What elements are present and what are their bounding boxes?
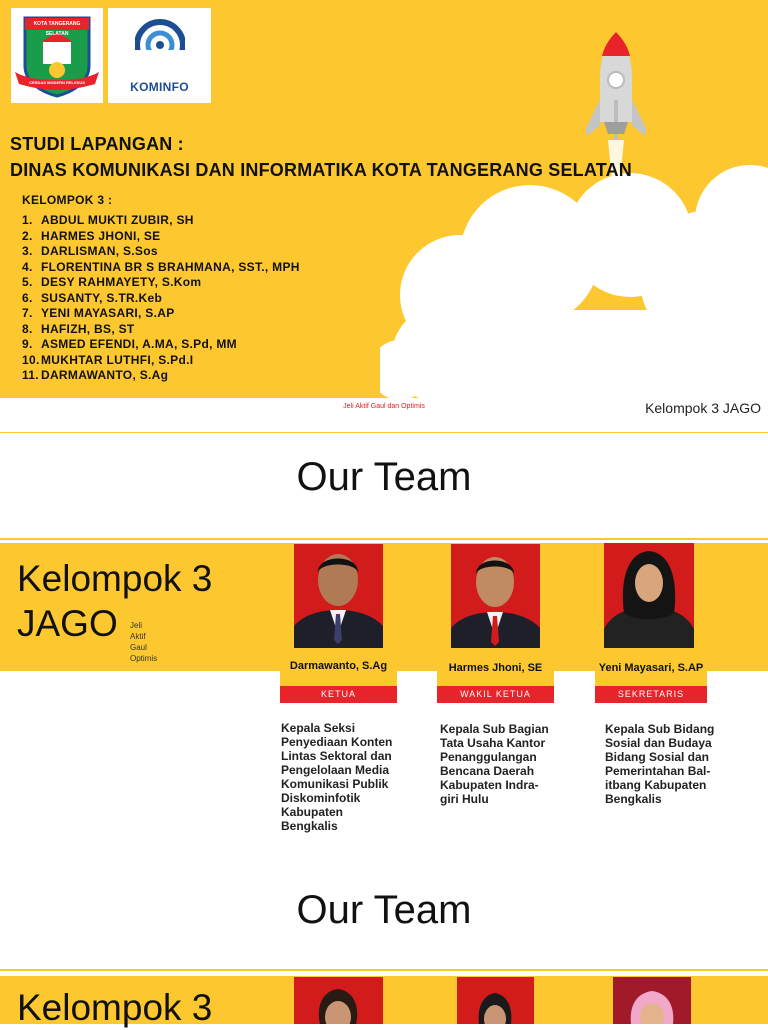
kominfo-logo [108, 8, 211, 103]
member-number: 8. [22, 321, 33, 336]
kominfo-emblem-icon [135, 14, 185, 76]
slide-title-line-2: DINAS KOMUNIKASI DAN INFORMATIKA KOTA TANGERANG SELATAN [10, 160, 632, 180]
description-line: Pengelolaan Media [281, 763, 390, 777]
member-name-box: Harmes Jhoni, SE [437, 648, 554, 686]
member-photo [451, 544, 540, 648]
member-number: 1. [22, 213, 33, 227]
member-name: DARMAWANTO, S.Ag [41, 368, 169, 382]
description-line: Lintas Sektoral dan [281, 749, 392, 763]
description-line: Bengkalis [605, 792, 662, 806]
member-name: DARLISMAN, S.Sos [41, 244, 158, 258]
team-band-subtitle: JAGO [17, 603, 118, 644]
member-description [605, 722, 725, 806]
member-name: YENI MAYASARI, S.AP [41, 306, 175, 320]
description-line: Pemerintahan Bal- [605, 764, 711, 778]
description-line: giri Hulu [440, 792, 489, 806]
acronym-word: Optimis [130, 654, 158, 663]
section-title: Our Team [296, 888, 472, 932]
role-badge: SEKRETARIS [595, 686, 707, 703]
description-line: Bengkalis [281, 819, 338, 833]
description-line: Kepala Seksi [281, 721, 356, 735]
acronym-word: Aktif [130, 632, 146, 641]
person-icon [604, 543, 694, 648]
member-description [281, 721, 401, 833]
list-item [22, 337, 300, 353]
acronym-word: Jeli [130, 621, 143, 630]
member-number: 2. [22, 228, 33, 243]
tangsel-logo [11, 8, 103, 103]
member-name-box: Yeni Mayasari, S.AP [595, 648, 707, 686]
tagline: Jeli Aktif Gaul dan Optimis [343, 403, 425, 410]
cloud-illustration [380, 160, 768, 398]
member-number: 7. [22, 306, 33, 320]
description-line: Komunikasi Publik [281, 777, 389, 791]
role-badge: KETUA [280, 686, 397, 703]
member-photo [294, 977, 383, 1024]
person-icon [294, 977, 383, 1024]
member-number: 4. [22, 259, 33, 274]
member-name: SUSANTY, S.TR.Keb [41, 290, 163, 305]
member-name: HARMES JHONI, SE [41, 228, 161, 243]
rocket-icon [580, 30, 652, 180]
list-item [22, 213, 300, 229]
description-line: Diskominfotik [281, 791, 361, 805]
team-band-title: Kelompok 3 [17, 987, 213, 1028]
list-item [22, 275, 300, 291]
description-line: Tata Usaha Kantor [440, 736, 546, 750]
member-name-box: Darmawanto, S.Ag [280, 648, 397, 686]
description-line: itbang Kabupaten [605, 778, 707, 792]
title-slide [0, 0, 768, 398]
acronym-word: Gaul [130, 643, 147, 652]
member-name: ABDUL MUKTI ZUBIR, SH [41, 213, 194, 227]
description-line: Bencana Daerah [440, 764, 535, 778]
team-band-title: Kelompok 3 [17, 558, 213, 599]
description-line: Sosial dan Budaya [605, 736, 712, 750]
person-icon [451, 544, 540, 648]
member-photo [613, 977, 691, 1024]
member-name: FLORENTINA BR S BRAHMANA, SST., MPH [41, 259, 300, 274]
description-line: Kepala Sub Bidang [605, 722, 715, 736]
list-item [22, 306, 300, 322]
member-number: 11. [22, 368, 39, 382]
person-icon [457, 977, 534, 1024]
description-line: Bidang Sosial dan [605, 750, 710, 764]
member-photo [294, 544, 383, 648]
divider [0, 432, 768, 433]
section-title: Our Team [296, 455, 472, 499]
list-item [22, 322, 300, 338]
member-number: 3. [22, 244, 33, 258]
member-list [22, 213, 300, 384]
member-name: ASMED EFENDI, A.MA, S.Pd, MM [41, 337, 237, 351]
member-photo [604, 543, 694, 648]
member-name: DESY RAHMAYETY, S.Kom [41, 275, 202, 289]
list-item [22, 244, 300, 260]
list-item [22, 368, 300, 384]
list-item [22, 260, 300, 276]
member-name: HAFIZH, BS, ST [41, 321, 135, 336]
description-line: Kepala Sub Bagian [440, 722, 549, 736]
member-number: 9. [22, 337, 33, 351]
divider [0, 538, 768, 540]
member-description [440, 722, 560, 806]
person-icon [613, 977, 691, 1024]
role-badge: WAKIL KETUA [437, 686, 554, 703]
list-item [22, 229, 300, 245]
footer-group-tag: Kelompok 3 JAGO [645, 400, 761, 416]
tangsel-logo-motto: CERDAS MODERN RELIGIUS [29, 80, 85, 85]
description-line: Kabupaten Indra- [440, 778, 539, 792]
member-photo [457, 977, 534, 1024]
slide-title-line-1: STUDI LAPANGAN : [10, 134, 184, 154]
acronym-list [130, 620, 157, 664]
list-item [22, 291, 300, 307]
description-line: Penanggulangan [440, 750, 537, 764]
description-line: Penyediaan Konten [281, 735, 393, 749]
list-item [22, 353, 300, 369]
kominfo-label: KOMINFO [130, 80, 189, 94]
description-line: Kabupaten [281, 805, 344, 819]
group-label: KELOMPOK 3 : [22, 193, 113, 207]
member-number: 10. [22, 352, 40, 367]
person-icon [294, 544, 383, 648]
tangsel-logo-top-text: KOTA TANGERANG SELATAN [33, 21, 81, 37]
member-number: 6. [22, 290, 33, 305]
member-number: 5. [22, 275, 33, 289]
divider [0, 969, 768, 971]
member-name: MUKHTAR LUTHFI, S.Pd.I [41, 352, 194, 367]
